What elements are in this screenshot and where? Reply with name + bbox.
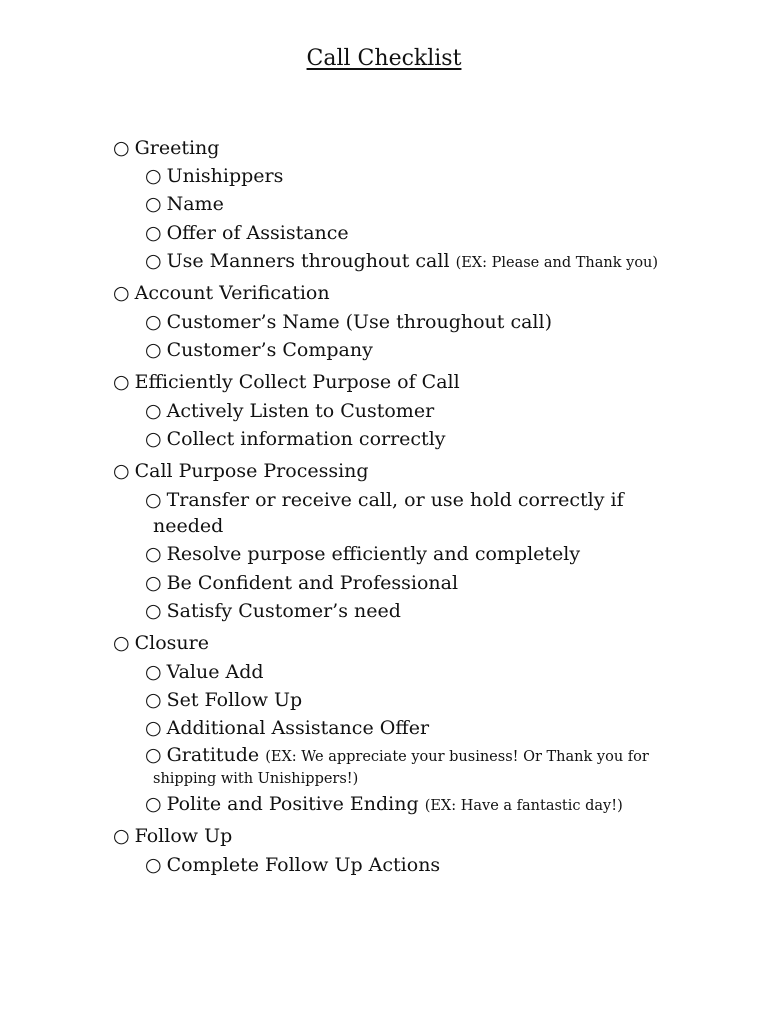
circle-bullet-icon: ○ [113, 282, 130, 304]
checklist-subitem [145, 191, 224, 217]
item-label: Use Manners throughout call [166, 250, 450, 272]
circle-bullet-icon: ○ [145, 489, 162, 511]
circle-bullet-icon: ○ [145, 744, 162, 766]
item-label: Additional Assistance Offer [166, 717, 430, 739]
item-label: Transfer or receive call, or use hold correctly if [166, 489, 624, 511]
circle-bullet-icon: ○ [145, 543, 162, 565]
circle-bullet-icon: ○ [145, 689, 162, 711]
checklist-subitem [145, 791, 623, 819]
item-label: Unishippers [166, 165, 284, 187]
circle-bullet-icon: ○ [145, 339, 162, 361]
circle-bullet-icon: ○ [113, 371, 130, 393]
checklist-subitem [145, 570, 458, 596]
checklist-subitem [145, 598, 401, 624]
item-label: Offer of Assistance [166, 222, 349, 244]
checklist-subitem [145, 687, 302, 713]
circle-bullet-icon: ○ [145, 400, 162, 422]
checklist-subitem [145, 426, 446, 452]
checklist-subitem [145, 163, 283, 189]
circle-bullet-icon: ○ [145, 165, 162, 187]
item-label: Efficiently Collect Purpose of Call [134, 371, 460, 393]
circle-bullet-icon: ○ [113, 460, 130, 482]
item-label: Name [166, 193, 224, 215]
checklist-item-call-purpose-processing [113, 458, 369, 484]
checklist-item-follow-up [113, 823, 232, 849]
checklist-subitem [145, 398, 434, 424]
circle-bullet-icon: ○ [145, 661, 162, 683]
circle-bullet-icon: ○ [113, 632, 130, 654]
checklist-subitem [145, 487, 665, 539]
circle-bullet-icon: ○ [113, 137, 130, 159]
item-label: Closure [134, 632, 209, 654]
circle-bullet-icon: ○ [145, 793, 162, 815]
item-example-note: (EX: Have a fantastic day!) [424, 798, 623, 814]
circle-bullet-icon: ○ [145, 600, 162, 622]
circle-bullet-icon: ○ [145, 572, 162, 594]
checklist-item-closure [113, 630, 209, 656]
circle-bullet-icon: ○ [145, 193, 162, 215]
checklist-item-account-verification [113, 280, 330, 306]
item-label: Customer’s Company [166, 339, 373, 361]
checklist-item-greeting [113, 135, 219, 161]
checklist-subitem [145, 220, 349, 246]
circle-bullet-icon: ○ [145, 222, 162, 244]
item-label: Follow Up [134, 825, 233, 847]
circle-bullet-icon: ○ [145, 250, 162, 272]
item-example-note-continuation: shipping with Unishippers!) [153, 771, 359, 787]
item-label: Customer’s Name (Use throughout call) [166, 311, 552, 333]
item-label: Be Confident and Professional [166, 572, 459, 594]
item-label: Actively Listen to Customer [166, 400, 435, 422]
item-label: Account Verification [134, 282, 330, 304]
circle-bullet-icon: ○ [145, 717, 162, 739]
item-label: Greeting [134, 137, 220, 159]
checklist-subitem [145, 659, 264, 685]
item-label: Value Add [166, 661, 264, 683]
item-label: Gratitude [166, 744, 260, 766]
page-title: Call Checklist [306, 46, 462, 71]
item-label: Call Purpose Processing [134, 460, 369, 482]
item-label: Resolve purpose efficiently and completely [166, 543, 581, 565]
item-label: Satisfy Customer’s need [166, 600, 401, 622]
item-label: Polite and Positive Ending [166, 793, 419, 815]
checklist-subitem [145, 309, 552, 335]
checklist-subitem [145, 337, 373, 363]
item-label: Collect information correctly [166, 428, 446, 450]
checklist-subitem [145, 852, 440, 878]
checklist-subitem [145, 541, 580, 567]
checklist-item-collect-purpose [113, 369, 460, 395]
item-label-continuation: needed [153, 515, 224, 537]
item-label: Set Follow Up [166, 689, 303, 711]
checklist-subitem [145, 744, 665, 790]
checklist-subitem [145, 715, 429, 741]
circle-bullet-icon: ○ [145, 428, 162, 450]
item-label: Complete Follow Up Actions [166, 854, 441, 876]
circle-bullet-icon: ○ [113, 825, 130, 847]
circle-bullet-icon: ○ [145, 854, 162, 876]
item-example-note: (EX: Please and Thank you) [455, 255, 659, 271]
checklist-subitem [145, 248, 658, 276]
item-example-note: (EX: We appreciate your business! Or Thank you for [265, 749, 649, 765]
circle-bullet-icon: ○ [145, 311, 162, 333]
